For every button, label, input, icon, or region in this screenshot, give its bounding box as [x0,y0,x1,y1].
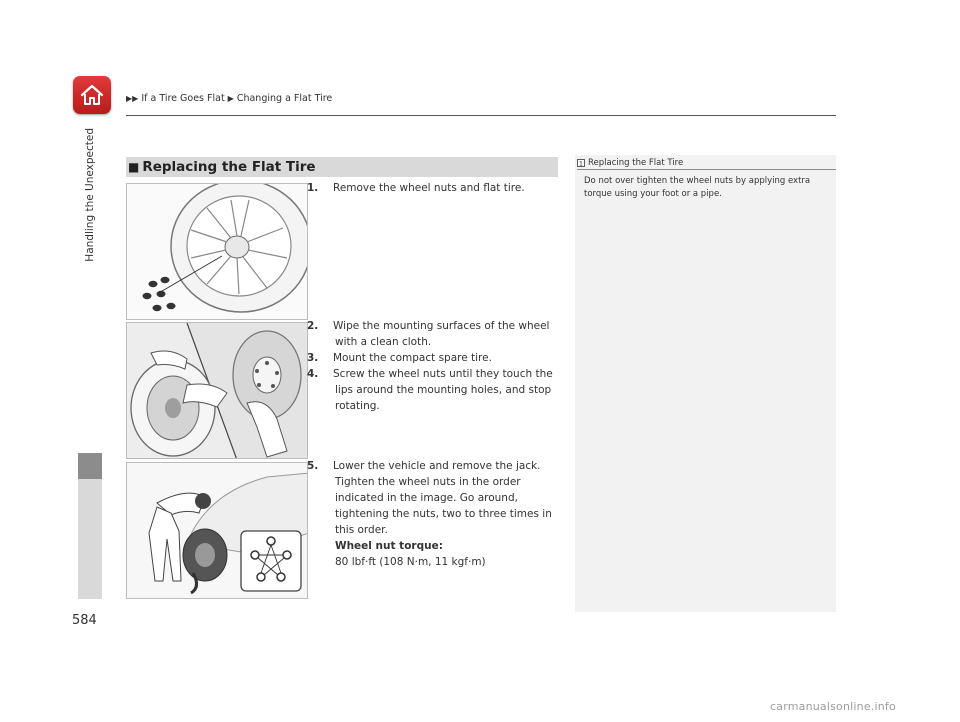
chapter-side-label: Handling the Unexpected [84,128,96,262]
wheel-removal-illustration [126,183,308,320]
step-4-text: Screw the wheel nuts until they touch the lips around the mounting holes, and stop rotating. [333,368,553,412]
step-3: 3. Mount the compact spare tire. [307,352,492,364]
breadcrumb-arrow-icon: ▶ [227,94,234,103]
step-2-text: Wipe the mounting surfaces of the wheel with a clean cloth. [333,320,550,348]
note-icon [577,159,585,167]
breadcrumb-item-flat-tire[interactable]: If a Tire Goes Flat [141,93,225,104]
svg-text:1: 1 [578,159,584,167]
note-divider [577,169,836,170]
watermark: carmanualsonline.info [770,700,896,713]
home-icon [79,83,105,107]
step-1-text: Remove the wheel nuts and flat tire. [333,182,525,194]
square-bullet-icon: ■ [128,160,140,174]
torque-value: 80 lbf·ft (108 N·m, 11 kgf·m) [335,556,486,568]
step-2: 2. Wipe the mounting surfaces of the wheel with a clean cloth. [307,320,550,348]
section-title: Replacing the Flat Tire [142,159,316,175]
note-body: Do not over tighten the wheel nuts by applying extra torque using your foot or a pipe. [584,176,811,199]
note-title: 1 Replacing the Flat Tire [578,158,684,168]
step-5: 5. Lower the vehicle and remove the jack. Tighten the wheel nuts in the order indicated in the image. Go around, tightening the nuts, two to three times in this order. Wheel nut torque: 80 lbf·ft (108 N·m, 11 kgf·m) [307,460,552,568]
breadcrumb [126,93,332,104]
step-4: 4. Screw the wheel nuts until they touch the lips around the mounting holes, and stop rotating. [307,368,553,412]
tighten-nuts-illustration [126,462,308,599]
note-panel [575,155,836,612]
home-button[interactable] [73,76,111,114]
step-3-text: Mount the compact spare tire. [333,352,492,364]
page-number: 584 [72,613,97,628]
chapter-tab-strip [78,479,102,599]
header-divider [126,115,836,116]
breadcrumb-arrow-icon: ▶▶ [126,94,139,103]
section-header [126,157,558,177]
chapter-tab-marker[interactable] [78,453,102,479]
wipe-mounting-illustration [126,322,308,459]
torque-label: Wheel nut torque: [335,540,443,552]
step-5-text: Lower the vehicle and remove the jack. Tighten the wheel nuts in the order indicated in the image. Go around, tightening the nuts, two to three times in this order. [333,460,552,536]
step-1: 1. Remove the wheel nuts and flat tire. [307,182,525,194]
breadcrumb-item-changing-tire[interactable]: Changing a Flat Tire [236,93,333,104]
